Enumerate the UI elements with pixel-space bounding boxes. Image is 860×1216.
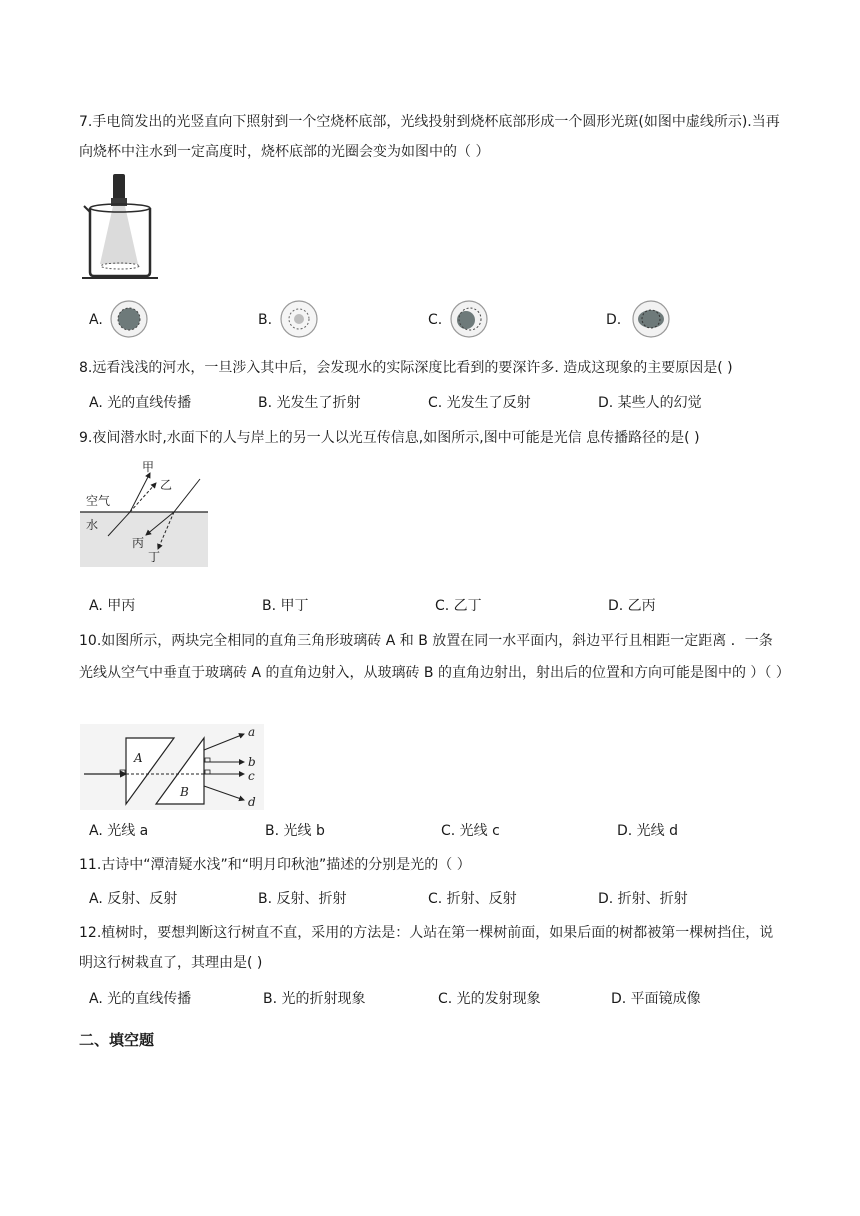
q9-stem: 9.夜间潜水时,水面下的人与岸上的另一人以光互传信息,如图所示,图中可能是光信 息传播路径的是( ) — [79, 430, 700, 446]
q12-option-a[interactable]: A. 光的直线传播 — [89, 991, 192, 1007]
q7-option-d[interactable]: D. — [606, 312, 622, 328]
q11-option-c[interactable]: C. 折射、反射 — [428, 891, 517, 907]
q10-option-b[interactable]: B. 光线 b — [265, 823, 325, 839]
q8-option-d[interactable]: D. 某些人的幻觉 — [598, 395, 702, 411]
q10-label-B: B — [180, 785, 189, 799]
q9-option-b[interactable]: B. 甲丁 — [262, 598, 309, 614]
q7-option-b-figure — [279, 299, 319, 339]
q8-stem: 8.远看浅浅的河水，一旦涉入其中后，会发现水的实际深度比看到的要深许多. 造成这现象的主要原因是( ) — [79, 360, 733, 376]
q9-option-d[interactable]: D. 乙丙 — [608, 598, 656, 614]
q7-option-a-figure — [109, 299, 149, 339]
q9-label-air: 空气 — [86, 494, 111, 508]
q8-option-c[interactable]: C. 光发生了反射 — [428, 395, 531, 411]
q9-option-c[interactable]: C. 乙丁 — [435, 598, 482, 614]
q7-option-b[interactable]: B. — [258, 312, 273, 328]
q10-label-d: d — [248, 795, 256, 809]
q12-option-b[interactable]: B. 光的折射现象 — [263, 991, 366, 1007]
q9-label-yi: 乙 — [160, 478, 173, 492]
q9-refraction-figure — [80, 461, 208, 567]
q11-option-b[interactable]: B. 反射、折射 — [258, 891, 347, 907]
q9-option-a[interactable]: A. 甲丙 — [89, 598, 136, 614]
q9-label-ding: 丁 — [148, 550, 161, 564]
q7-option-d-figure — [631, 299, 671, 339]
q10-prism-figure — [80, 724, 264, 810]
section-heading-fill-in: 二、填空题 — [79, 1031, 155, 1049]
q10-label-a: a — [248, 725, 256, 739]
q12-option-d[interactable]: D. 平面镜成像 — [611, 991, 701, 1007]
q7-option-a[interactable]: A. — [89, 312, 103, 328]
q7-option-c-figure — [449, 299, 489, 339]
q7-option-c[interactable]: C. — [428, 312, 443, 328]
q8-option-b[interactable]: B. 光发生了折射 — [258, 395, 361, 411]
q11-option-d[interactable]: D. 折射、折射 — [598, 891, 688, 907]
q12-option-c[interactable]: C. 光的发射现象 — [438, 991, 541, 1007]
q7-stem: 7.手电筒发出的光竖直向下照射到一个空烧杯底部，光线投射到烧杯底部形成一个圆形光斑(如图中虚线所示).当再向烧杯中注水到一定高度时，烧杯底部的光圈会变为如图中的（ ） — [79, 114, 780, 160]
q10-stem: 10.如图所示，两块完全相同的直角三角形玻璃砖 A 和 B 放置在同一水平面内，斜边平行且相距一定距离 ．一条光线从空气中垂直于玻璃砖 A 的直角边射入，从玻璃砖 B 的直角边射出，射出后的位置和方向可能是图中的 ）（ ） — [79, 633, 790, 681]
q10-label-A: A — [134, 751, 143, 765]
q8-option-a[interactable]: A. 光的直线传播 — [89, 395, 192, 411]
q10-option-a[interactable]: A. 光线 a — [89, 823, 149, 839]
q9-label-jia: 甲 — [142, 460, 155, 474]
q9-label-water: 水 — [86, 518, 99, 532]
q11-stem: 11.古诗中“潭清疑水浅”和“明月印秋池”描述的分别是光的（ ） — [79, 857, 471, 873]
q12-stem: 12.植树时，要想判断这行树直不直，采用的方法是：人站在第一棵树前面，如果后面的树都被第一棵树挡住，说明这行树栽直了，其理由是( ) — [79, 925, 774, 971]
q10-label-c: c — [248, 769, 255, 783]
q10-label-b: b — [248, 755, 256, 769]
q11-option-a[interactable]: A. 反射、反射 — [89, 891, 178, 907]
q10-option-c[interactable]: C. 光线 c — [441, 823, 500, 839]
q7-beaker-figure — [80, 172, 160, 280]
q9-label-bing: 丙 — [132, 536, 145, 550]
q10-option-d[interactable]: D. 光线 d — [617, 823, 679, 839]
